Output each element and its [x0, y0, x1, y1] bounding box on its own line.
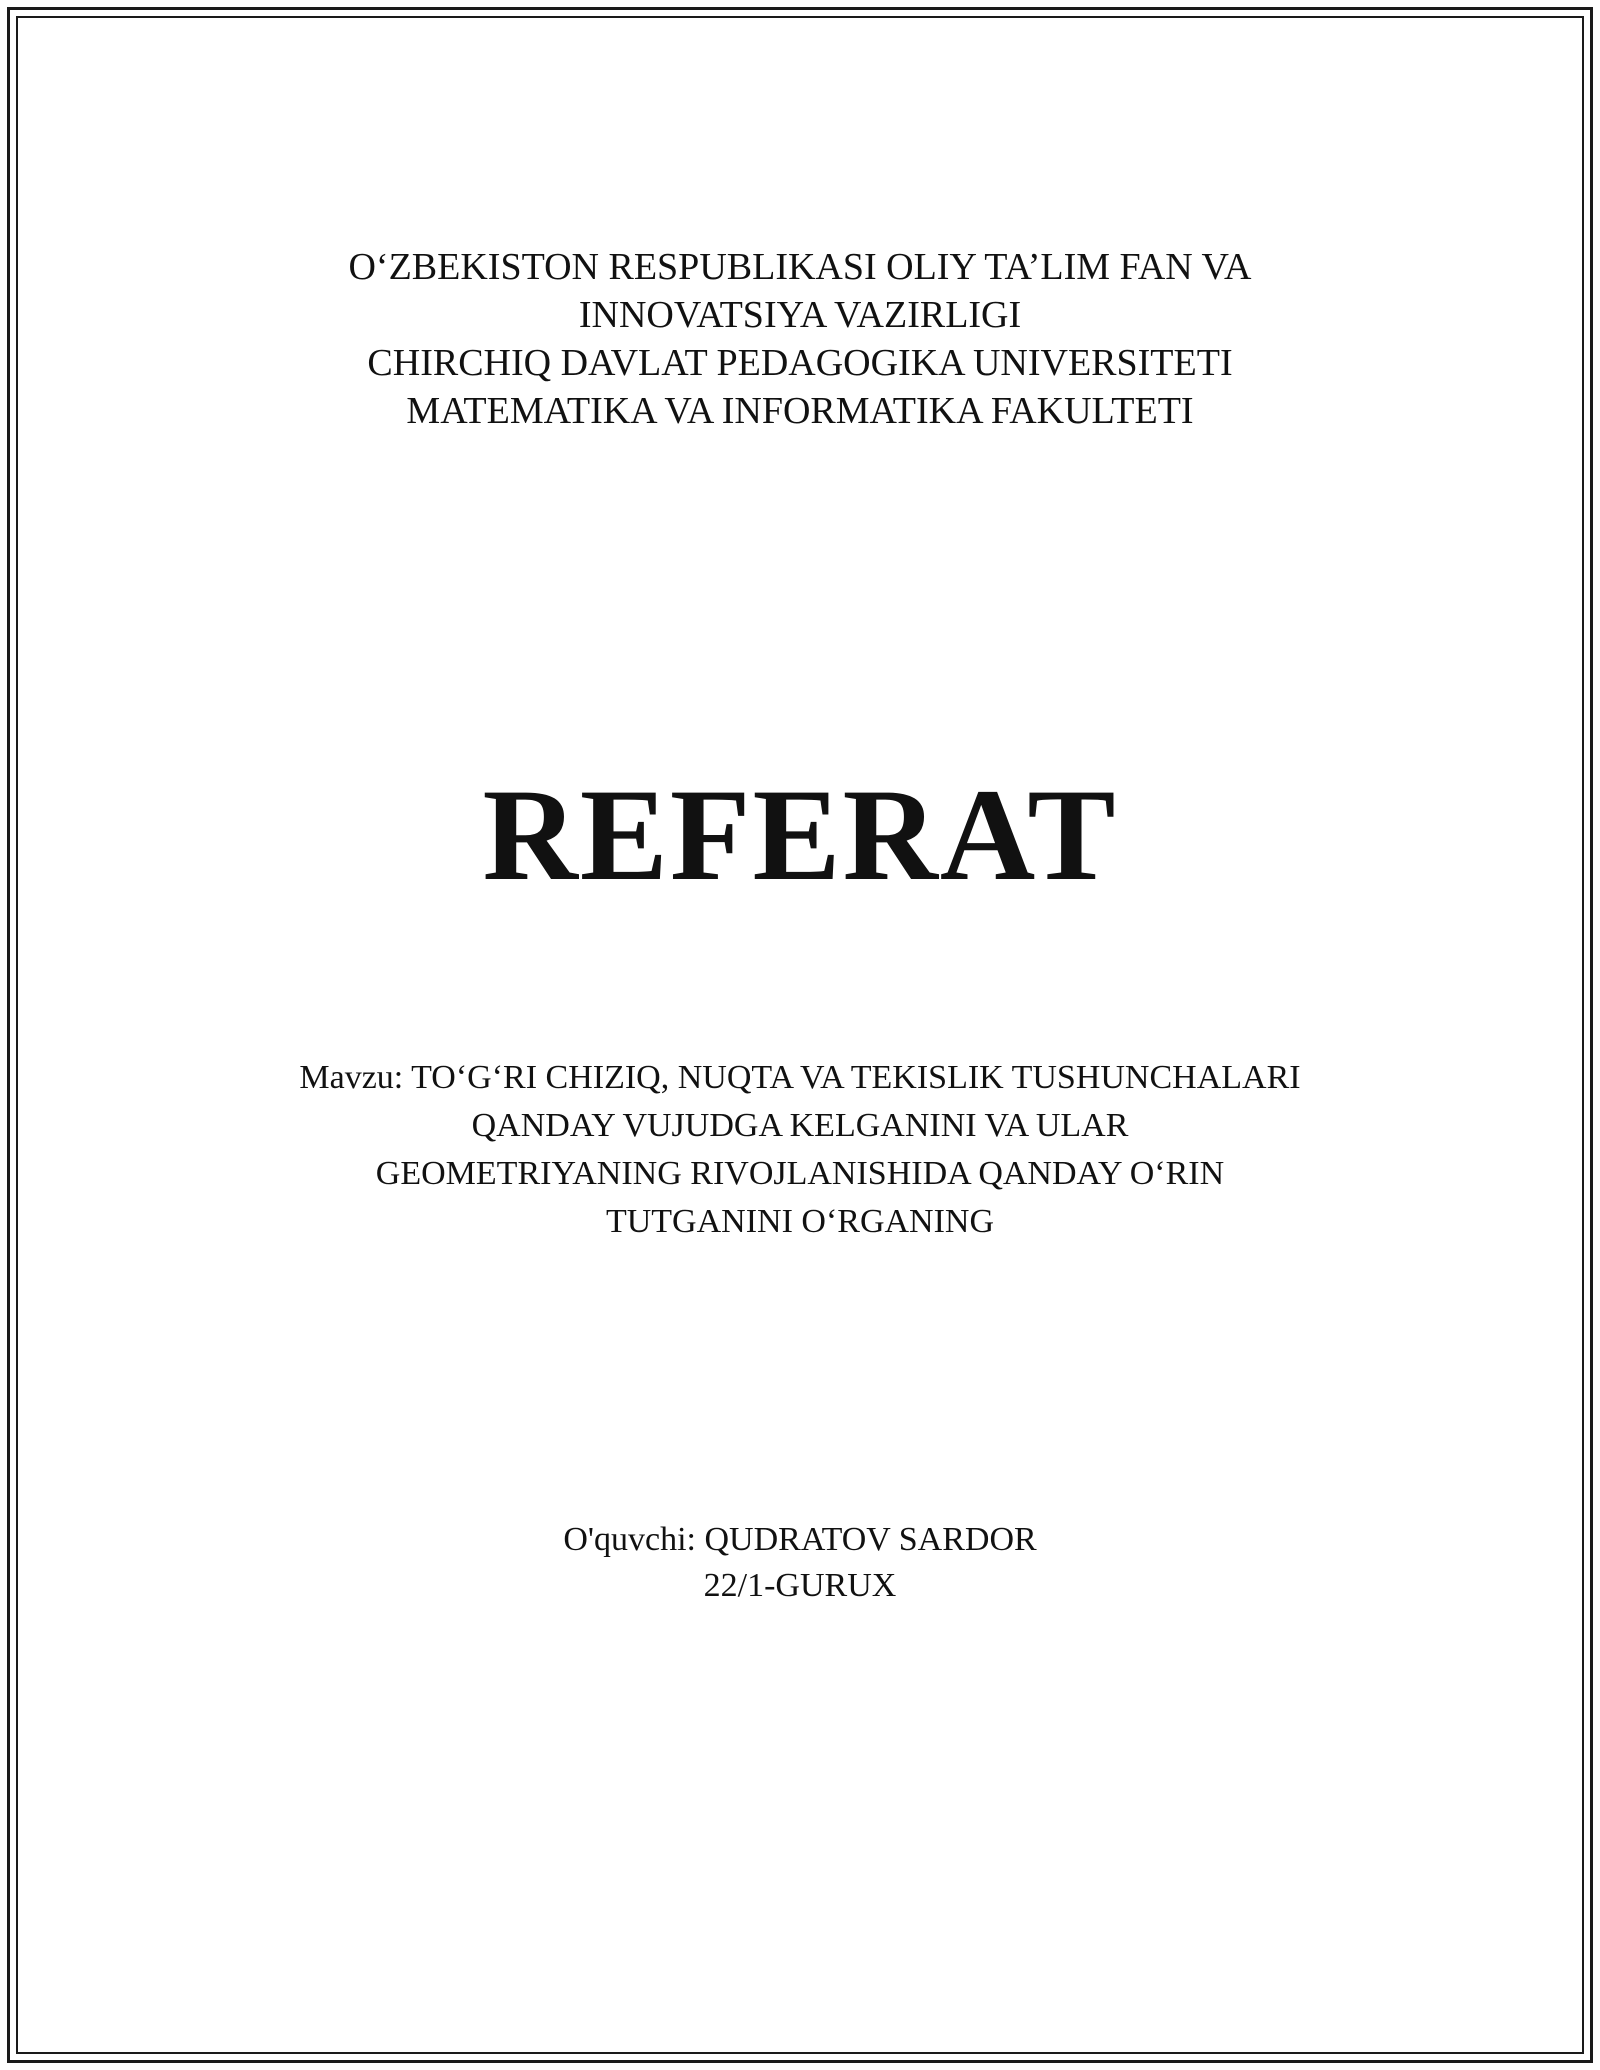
topic-line-4: TUTGANINI O‘RGANING — [605, 1203, 995, 1240]
header-line-2: INNOVATSIYA VAZIRLIGI — [578, 294, 1022, 336]
header-line-1: O‘ZBEKISTON RESPUBLIKASI OLIY TA’LIM FAN VA — [348, 246, 1252, 288]
topic-line-2: QANDAY VUJUDGA KELGANINI VA ULAR — [471, 1107, 1129, 1144]
student-info — [0, 1517, 1600, 1609]
topic-section — [0, 1054, 1600, 1246]
header-line-3: CHIRCHIQ DAVLAT PEDAGOGIKA UNIVERSITETI — [367, 342, 1233, 384]
document-title: REFERAT — [482, 761, 1118, 908]
topic-line-3: GEOMETRIYANING RIVOJLANISHIDA QANDAY O‘RIN — [375, 1155, 1225, 1192]
student-group: 22/1-GURUX — [703, 1567, 897, 1604]
topic-line-1: Mavzu: TO‘G‘RI CHIZIQ, NUQTA VA TEKISLIK TUSHUNCHALARI — [299, 1059, 1301, 1096]
header-line-4: MATEMATIKA VA INFORMATIKA FAKULTETI — [406, 390, 1194, 432]
student-name: O'quvchi: QUDRATOV SARDOR — [563, 1521, 1037, 1558]
institution-header — [0, 243, 1600, 435]
